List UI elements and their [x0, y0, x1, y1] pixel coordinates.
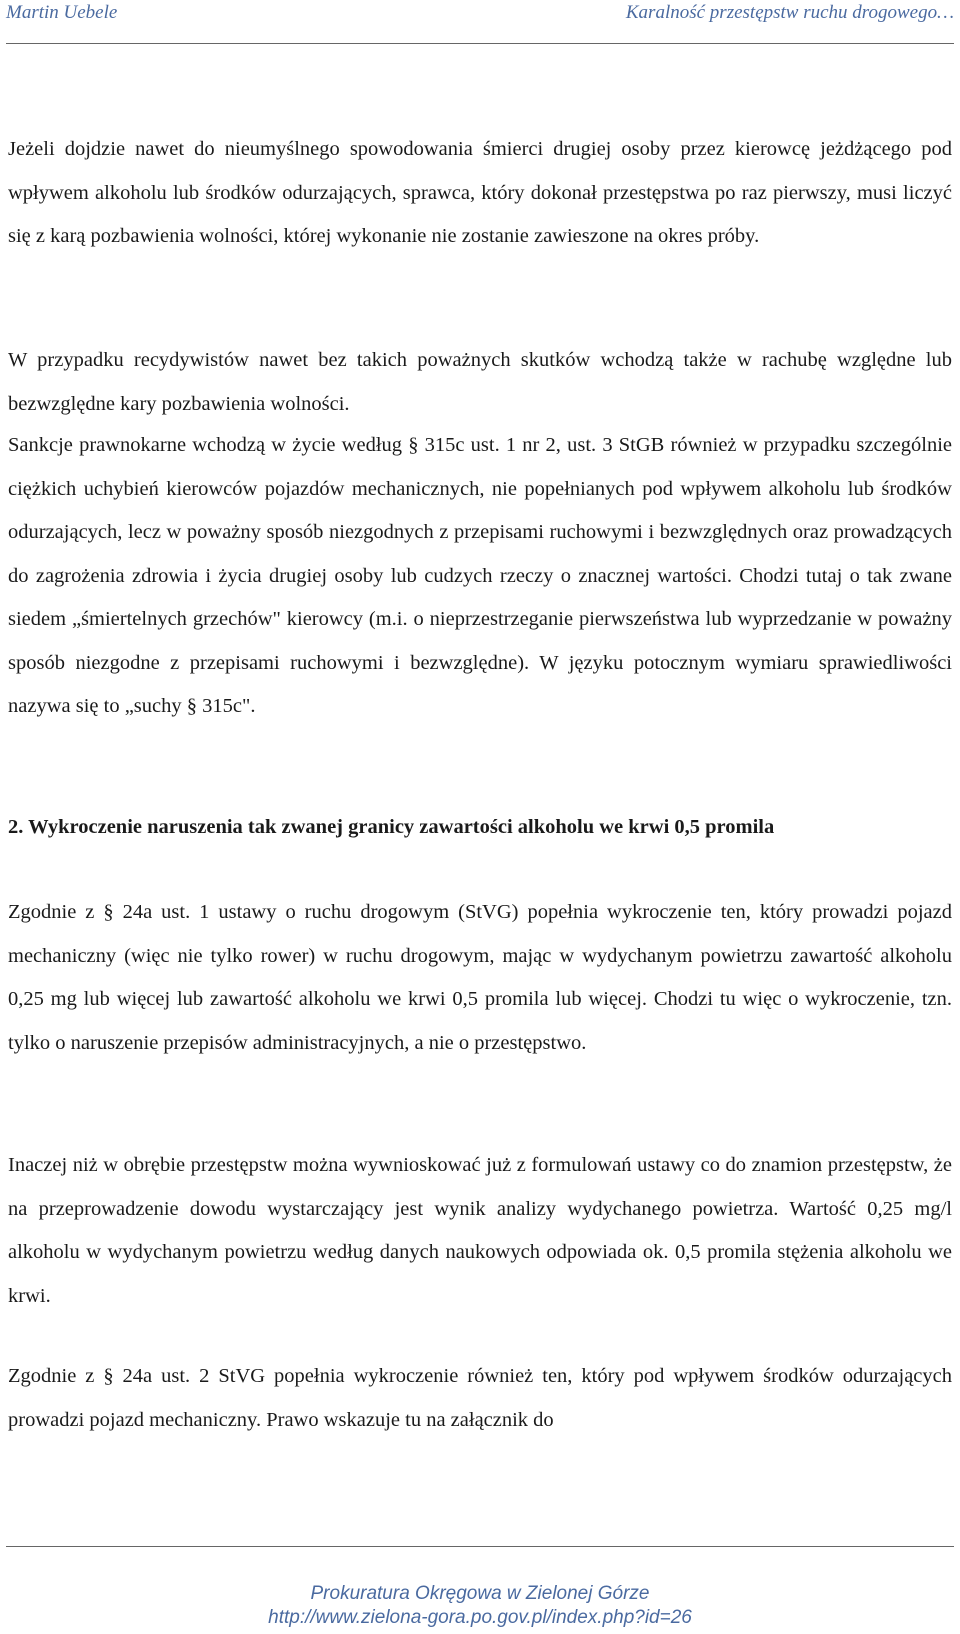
section-heading: 2. Wykroczenie naruszenia tak zwanej granicy zawartości alkoholu we krwi 0,5 promila [8, 816, 775, 838]
page-footer [0, 1582, 960, 1630]
footer-divider [6, 1546, 954, 1547]
footer-organization: Prokuratura Okręgowa w Zielonej Górze [310, 1583, 650, 1604]
paragraph-2: W przypadku recydywistów nawet bez takich poważnych skutków wchodzą także w rachubę względne lub bezwzględne kary pozbawienia wolności. [8, 349, 952, 415]
paragraph-6: Zgodnie z § 24a ust. 2 StVG popełnia wykroczenie również ten, który pod wpływem środków odurzających prowadzi pojazd mechaniczny. Prawo wskazuje tu na załącznik do [8, 1365, 952, 1431]
header-divider [6, 43, 954, 44]
header-author: Martin Uebele [6, 2, 118, 23]
page-header [6, 2, 954, 24]
paragraph-5: Inaczej niż w obrębie przestępstw można wywnioskować już z formulowań ustawy co do znamion przestępstw, że na przeprowadzenie dowodu wystarczający jest wynik analizy wydychanego powietrza. Wartość 0,25 mg/l alkoholu w wydychanym powietrzu według danych naukowych odpowiada ok. 0,5 promila stężenia alkoholu we krwi. [8, 1154, 952, 1307]
paragraph-3: Sankcje prawnokarne wchodzą w życie według § 315c ust. 1 nr 2, ust. 3 StGB również w przypadku szczególnie ciężkich uchybień kierowców pojazdów mechanicznych, nie popełnianych pod wpływem alkoholu lub środków odurzających, lecz w poważny sposób niezgodnych z przepisami ruchowymi i bezwzględnych oraz prowadzących do zagrożenia zdrowia i życia drugiej osoby lub cudzych rzeczy o znacznej wartości. Chodzi tutaj o tak zwane siedem „śmiertelnych grzechów" kierowcy (m.i. o nieprzestrzeganie pierwszeństwa lub wyprzedzanie w poważny sposób niezgodne z przepisami ruchowymi i bezwzględne). W języku potocznym wymiaru sprawiedliwości nazywa się to „suchy § 315c". [8, 434, 952, 717]
paragraph-4: Zgodnie z § 24a ust. 1 ustawy o ruchu drogowym (StVG) popełnia wykroczenie ten, który prowadzi pojazd mechaniczny (więc nie tylko rower) w ruchu drogowym, mając w wydychanym powietrzu zawartość alkoholu 0,25 mg lub więcej lub zawartość alkoholu we krwi 0,5 promila lub więcej. Chodzi tu więc o wykroczenie, tzn. tylko o naruszenie przepisów administracyjnych, a nie o przestępstwo. [8, 901, 952, 1054]
header-title: Karalność przestępstw ruchu drogowego… [625, 2, 954, 23]
paragraph-1: Jeżeli dojdzie nawet do nieumyślnego spowodowania śmierci drugiej osoby przez kierowcę jeżdżącego pod wpływem alkoholu lub środków odurzających, sprawca, który dokonał przestępstwa po raz pierwszy, musi liczyć się z karą pozbawienia wolności, której wykonanie nie zostanie zawieszone na okres próby. [8, 138, 952, 247]
footer-url[interactable]: http://www.zielona-gora.po.gov.pl/index.php?id=26 [268, 1607, 692, 1628]
